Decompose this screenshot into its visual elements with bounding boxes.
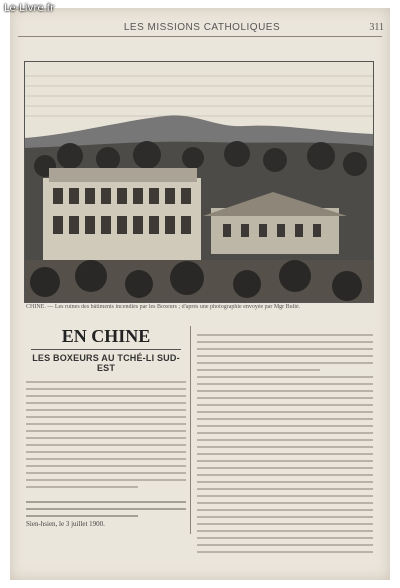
left-column — [26, 326, 186, 522]
article-title: EN CHINE — [61, 326, 151, 346]
letter-intro — [26, 501, 186, 517]
engraving-scene — [25, 62, 373, 302]
engraving-illustration — [24, 61, 374, 303]
illustration-caption: CHINE. — Les ruines des bâtiments incendiés par les Boxeurs ; d'après une photographie envoyée par Mgr Bulté. — [26, 304, 301, 310]
magazine-page — [10, 8, 390, 580]
column-divider — [190, 326, 191, 534]
header-rule — [18, 36, 382, 37]
body-text — [197, 334, 373, 553]
running-head: LES MISSIONS CATHOLIQUES — [123, 22, 281, 33]
site-watermark: Le-Livre.fr — [4, 3, 55, 14]
intro-paragraph — [26, 381, 186, 488]
title-rule — [31, 349, 181, 350]
article-subtitle: LES BOXEURS AU TCHÉ-LI SUD-EST — [32, 353, 180, 373]
right-column — [197, 326, 373, 558]
date-line: Sien-hsien, le 3 juillet 1900. — [26, 520, 105, 528]
page-number: 311 — [369, 22, 384, 33]
